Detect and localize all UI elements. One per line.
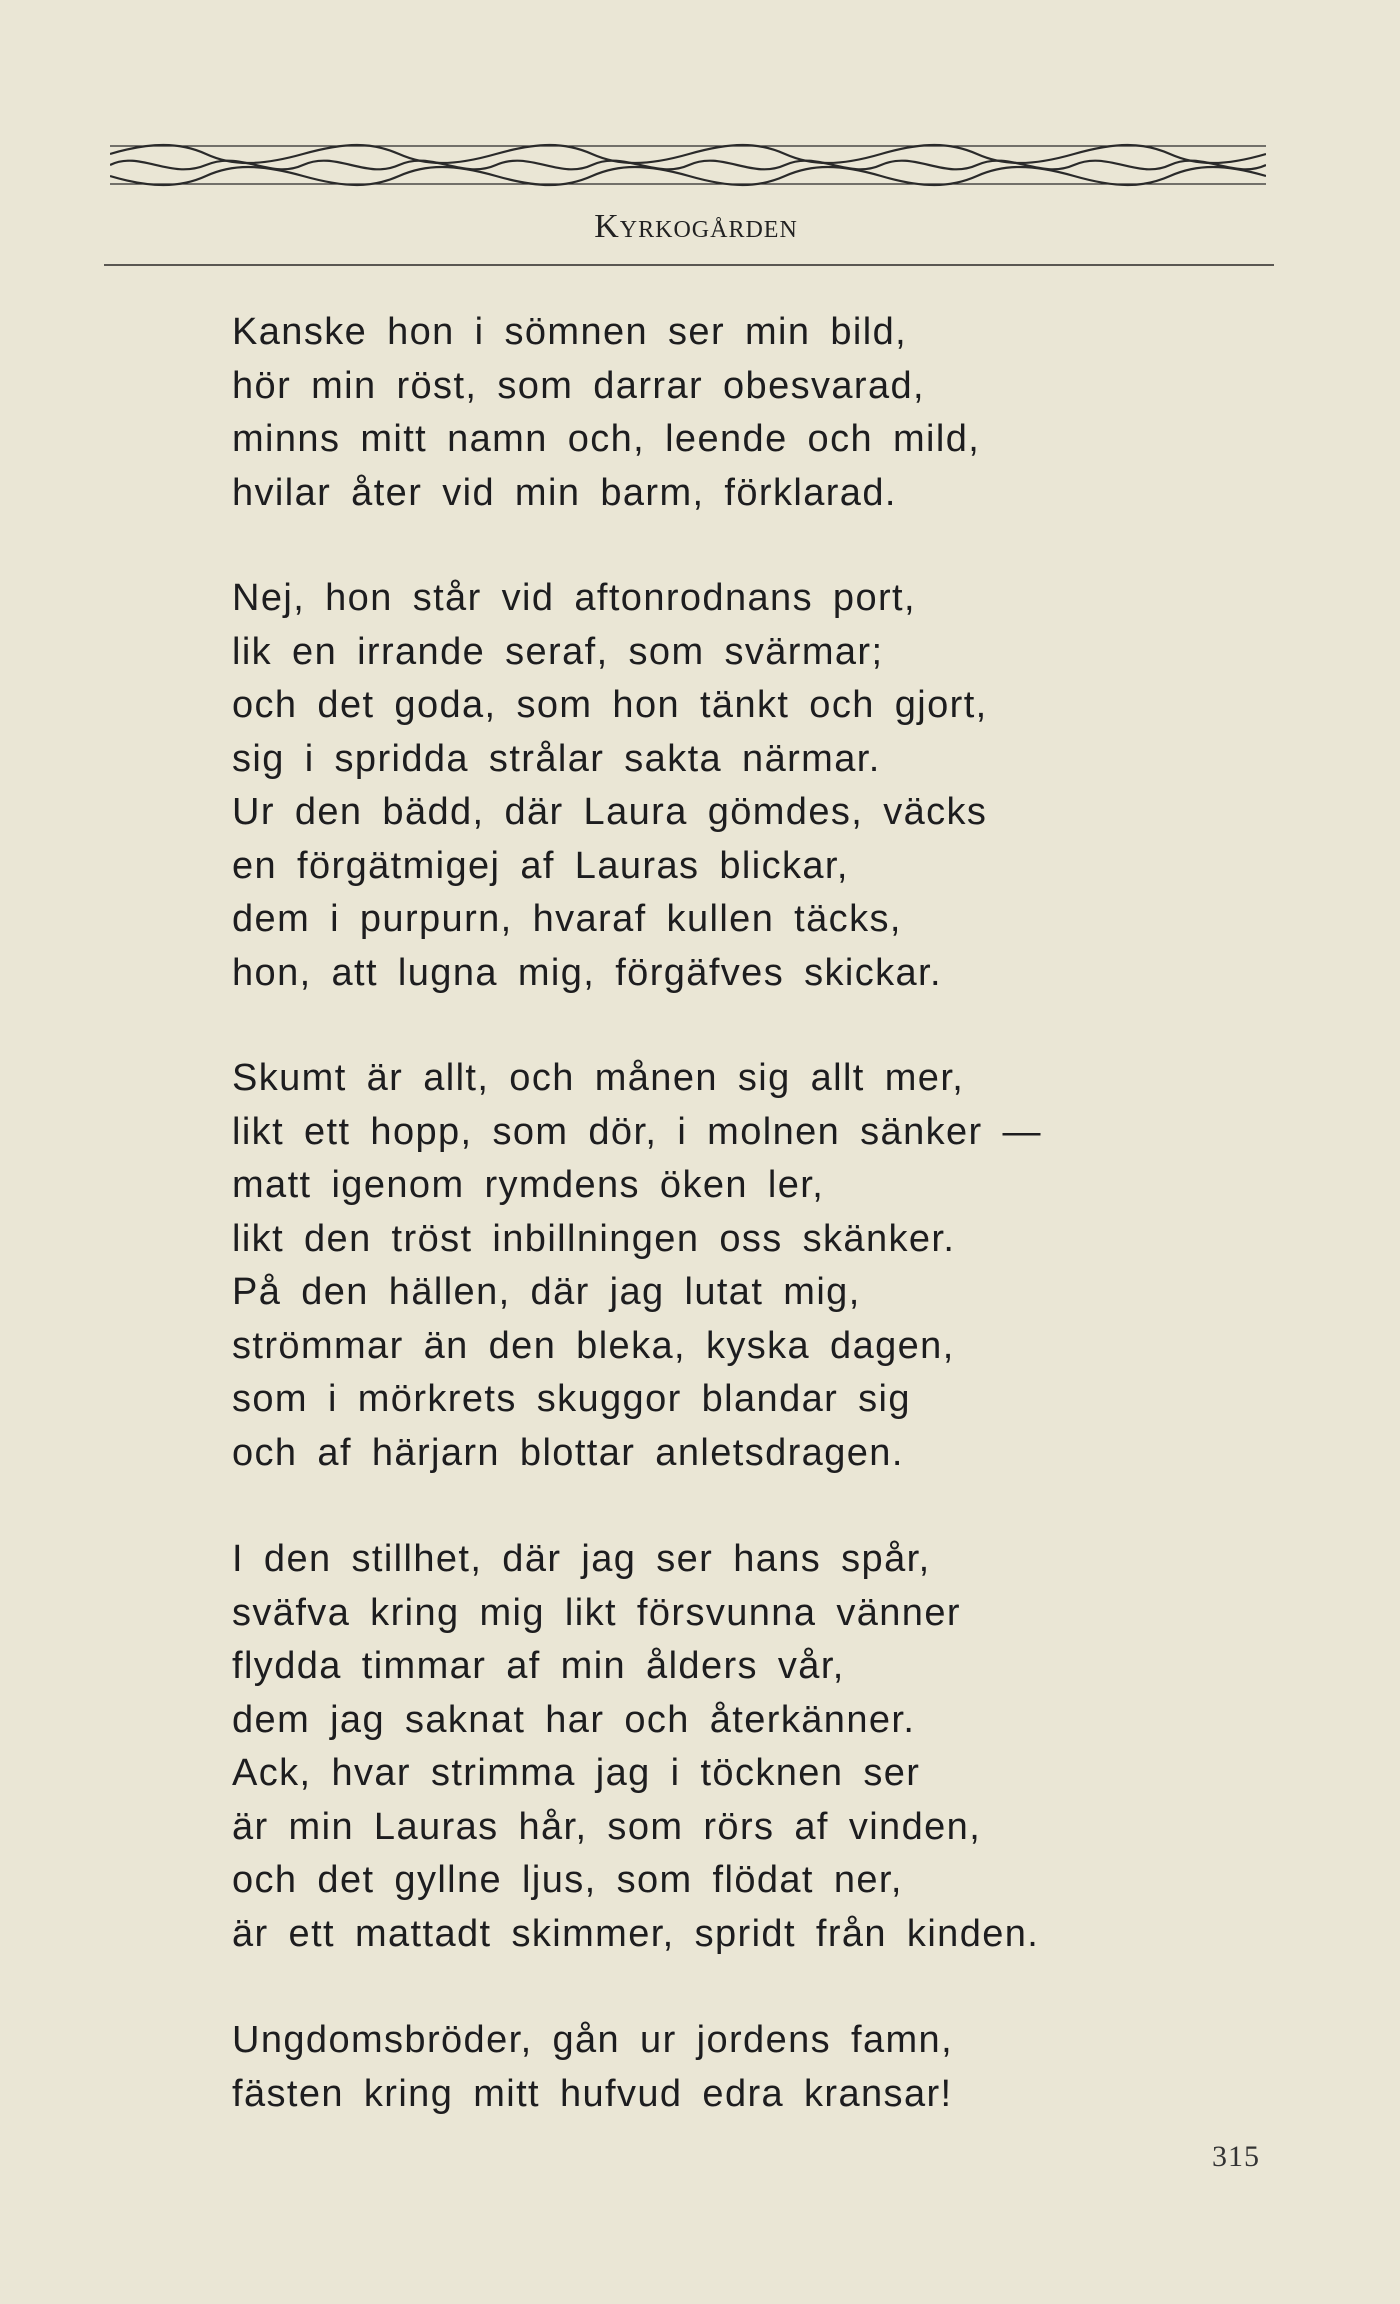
poem-line: hvilar åter vid min barm, förklarad. xyxy=(232,471,897,514)
poem-line: sväfva kring mig likt försvunna vänner xyxy=(232,1591,961,1634)
poem-line: och af härjarn blottar anletsdragen. xyxy=(232,1431,904,1474)
poem-line: är min Lauras hår, som rörs af vinden, xyxy=(232,1805,982,1848)
header-rule xyxy=(104,264,1274,266)
poem-line: dem jag saknat har och återkänner. xyxy=(232,1698,916,1741)
poem-line: dem i purpurn, hvaraf kullen täcks, xyxy=(232,898,902,940)
poem-line: Nej, hon står vid aftonrodnans port, xyxy=(232,577,916,619)
poem-line: lik en irrande seraf, som svärmar; xyxy=(232,630,884,673)
poem-line: minns mitt namn och, leende och mild, xyxy=(232,418,981,460)
poem-line: På den hällen, där jag lutat mig, xyxy=(232,1271,861,1313)
poem-line: Skumt är allt, och månen sig allt mer, xyxy=(232,1057,965,1099)
poem-line: en förgätmigej af Lauras blickar, xyxy=(232,844,849,887)
poem-line: som i mörkrets skuggor blandar sig xyxy=(232,1378,911,1420)
poem-line: flydda timmar af min ålders vår, xyxy=(232,1645,845,1687)
running-head: Kyrkogården xyxy=(594,208,798,245)
poem-line: likt ett hopp, som dör, i molnen sänker — xyxy=(232,1110,1042,1153)
stanza-4 xyxy=(232,1533,1039,1961)
poem-line: Ack, hvar strimma jag i töcknen ser xyxy=(232,1752,921,1794)
stanza-1 xyxy=(232,306,980,520)
poem-line: I den stillhet, där jag ser hans spår, xyxy=(232,1538,931,1580)
poem-line: och det gyllne ljus, som flödat ner, xyxy=(232,1859,903,1901)
poem-line: fästen kring mitt hufvud edra kransar! xyxy=(232,2072,953,2115)
stanza-5 xyxy=(232,2014,953,2121)
poem-line: sig i spridda strålar sakta närmar. xyxy=(232,737,881,780)
poem-line: Kanske hon i sömnen ser min bild, xyxy=(232,311,908,353)
stanza-3 xyxy=(232,1052,1042,1480)
poem-line: och det goda, som hon tänkt och gjort, xyxy=(232,684,988,726)
poem-line: hör min röst, som darrar obesvarad, xyxy=(232,364,926,407)
poem-line: hon, att lugna mig, förgäfves skickar. xyxy=(232,951,942,994)
braided-knot-ornament xyxy=(110,140,1266,190)
poem-line: matt igenom rymdens öken ler, xyxy=(232,1164,825,1206)
stanza-2 xyxy=(232,572,988,1000)
page-number: 315 xyxy=(1212,2140,1260,2173)
poem-line: är ett mattadt skimmer, spridt från kinden. xyxy=(232,1912,1040,1955)
poem-line: Ungdomsbröder, gån ur jordens famn, xyxy=(232,2019,954,2061)
poem-line: likt den tröst inbillningen oss skänker. xyxy=(232,1217,956,1260)
poem-line: Ur den bädd, där Laura gömdes, väcks xyxy=(232,791,988,833)
poem-line: strömmar än den bleka, kyska dagen, xyxy=(232,1324,955,1367)
